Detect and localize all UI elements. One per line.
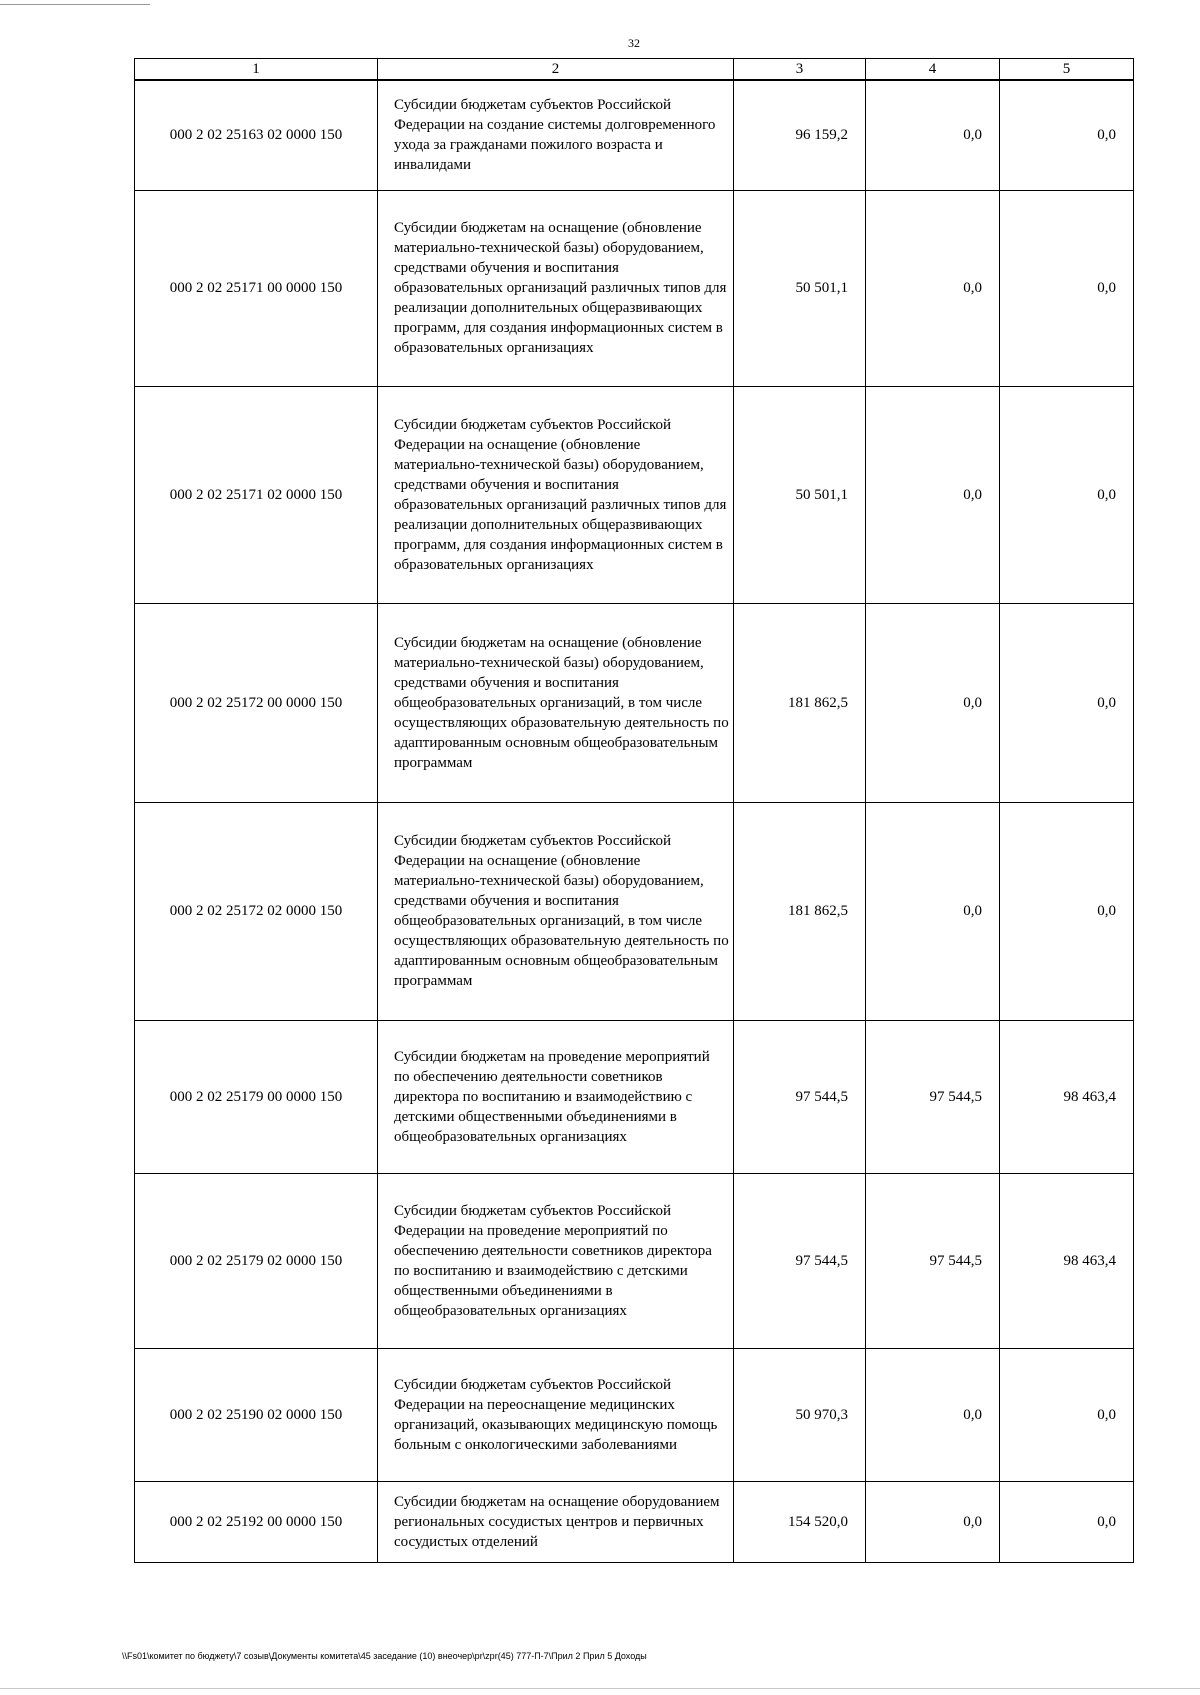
amount-col5-cell: 0,0 <box>1000 386 1134 603</box>
column-header-2: 2 <box>378 59 734 81</box>
amount-col3-cell: 181 862,5 <box>734 802 866 1020</box>
amount-col3-cell: 181 862,5 <box>734 603 866 802</box>
amount-col4-cell: 0,0 <box>866 80 1000 190</box>
amount-col5-cell: 0,0 <box>1000 190 1134 386</box>
table-row <box>135 1481 1134 1562</box>
page-number: 32 <box>628 36 640 50</box>
amount-col5-cell: 0,0 <box>1000 1481 1134 1562</box>
amount-col5-cell: 0,0 <box>1000 1348 1134 1481</box>
amount-col5-cell: 0,0 <box>1000 802 1134 1020</box>
column-header-1: 1 <box>135 59 378 81</box>
table-row <box>135 190 1134 386</box>
budget-code-cell: 000 2 02 25179 02 0000 150 <box>135 1173 378 1348</box>
description-cell: Субсидии бюджетам на оснащение оборудованием региональных сосудистых центров и первичных сосудистых отделений <box>378 1481 734 1562</box>
footer-file-path: \\Fs01\комитет по бюджету\7 созыв\Документы комитета\45 заседание (10) внеочер\pr\zpr(45) 777-П-7\Прил 2 Прил 5 Доходы <box>122 1651 647 1661</box>
column-header-3: 3 <box>734 59 866 81</box>
budget-code-cell: 000 2 02 25171 02 0000 150 <box>135 386 378 603</box>
table-row <box>135 802 1134 1020</box>
amount-col3-cell: 97 544,5 <box>734 1173 866 1348</box>
amount-col4-cell: 0,0 <box>866 603 1000 802</box>
budget-code-cell: 000 2 02 25190 02 0000 150 <box>135 1348 378 1481</box>
amount-col5-cell: 98 463,4 <box>1000 1020 1134 1173</box>
amount-col4-cell: 0,0 <box>866 1481 1000 1562</box>
amount-col4-cell: 0,0 <box>866 190 1000 386</box>
revenue-table <box>134 58 1134 1563</box>
amount-col4-cell: 0,0 <box>866 802 1000 1020</box>
budget-code-cell: 000 2 02 25179 00 0000 150 <box>135 1020 378 1173</box>
description-cell: Субсидии бюджетам на оснащение (обновление материально-технической базы) оборудованием, средствами обучения и воспитания образовательных организаций различных типов для реализации дополнительных общеразвивающих программ, для создания информационных систем в образовательных организациях <box>378 190 734 386</box>
amount-col3-cell: 97 544,5 <box>734 1020 866 1173</box>
table-row <box>135 603 1134 802</box>
description-cell: Субсидии бюджетам субъектов Российской Федерации на проведение мероприятий по обеспечению деятельности советников директора по воспитанию и взаимодействию с детскими общественными объединениями в общеобразовательных организациях <box>378 1173 734 1348</box>
amount-col5-cell: 98 463,4 <box>1000 1173 1134 1348</box>
amount-col4-cell: 97 544,5 <box>866 1173 1000 1348</box>
amount-col3-cell: 50 501,1 <box>734 190 866 386</box>
amount-col5-cell: 0,0 <box>1000 603 1134 802</box>
amount-col3-cell: 50 970,3 <box>734 1348 866 1481</box>
description-cell: Субсидии бюджетам субъектов Российской Федерации на оснащение (обновление материально-технической базы) оборудованием, средствами обучения и воспитания общеобразовательных организаций, в том числе осуществляющих образовательную деятельность по адаптированным основным общеобразовательным программам <box>378 802 734 1020</box>
amount-col4-cell: 97 544,5 <box>866 1020 1000 1173</box>
table-row <box>135 80 1134 190</box>
amount-col3-cell: 154 520,0 <box>734 1481 866 1562</box>
amount-col3-cell: 96 159,2 <box>734 80 866 190</box>
table-row <box>135 1173 1134 1348</box>
description-cell: Субсидии бюджетам субъектов Российской Федерации на оснащение (обновление материально-технической базы) оборудованием, средствами обучения и воспитания образовательных организаций различных типов для реализации дополнительных общеразвивающих программ, для создания информационных систем в образовательных организациях <box>378 386 734 603</box>
scan-artifact-bottom <box>0 1688 1200 1689</box>
column-header-5: 5 <box>1000 59 1134 81</box>
table-row <box>135 1348 1134 1481</box>
description-cell: Субсидии бюджетам на оснащение (обновление материально-технической базы) оборудованием, средствами обучения и воспитания общеобразовательных организаций, в том числе осуществляющих образовательную деятельность по адаптированным основным общеобразовательным программам <box>378 603 734 802</box>
budget-code-cell: 000 2 02 25163 02 0000 150 <box>135 80 378 190</box>
amount-col3-cell: 50 501,1 <box>734 386 866 603</box>
description-cell: Субсидии бюджетам на проведение мероприятий по обеспечению деятельности советников директора по воспитанию и взаимодействию с детскими общественными объединениями в общеобразовательных организациях <box>378 1020 734 1173</box>
amount-col5-cell: 0,0 <box>1000 80 1134 190</box>
table-header-row <box>135 59 1134 81</box>
table-row <box>135 386 1134 603</box>
amount-col4-cell: 0,0 <box>866 1348 1000 1481</box>
description-cell: Субсидии бюджетам субъектов Российской Федерации на переоснащение медицинских организаций, оказывающих медицинскую помощь больным с онкологическими заболеваниями <box>378 1348 734 1481</box>
table-row <box>135 1020 1134 1173</box>
budget-code-cell: 000 2 02 25171 00 0000 150 <box>135 190 378 386</box>
budget-code-cell: 000 2 02 25172 00 0000 150 <box>135 603 378 802</box>
amount-col4-cell: 0,0 <box>866 386 1000 603</box>
budget-code-cell: 000 2 02 25192 00 0000 150 <box>135 1481 378 1562</box>
budget-code-cell: 000 2 02 25172 02 0000 150 <box>135 802 378 1020</box>
description-cell: Субсидии бюджетам субъектов Российской Федерации на создание системы долговременного ухода за гражданами пожилого возраста и инвалидами <box>378 80 734 190</box>
column-header-4: 4 <box>866 59 1000 81</box>
scan-artifact-top-left <box>0 4 150 5</box>
